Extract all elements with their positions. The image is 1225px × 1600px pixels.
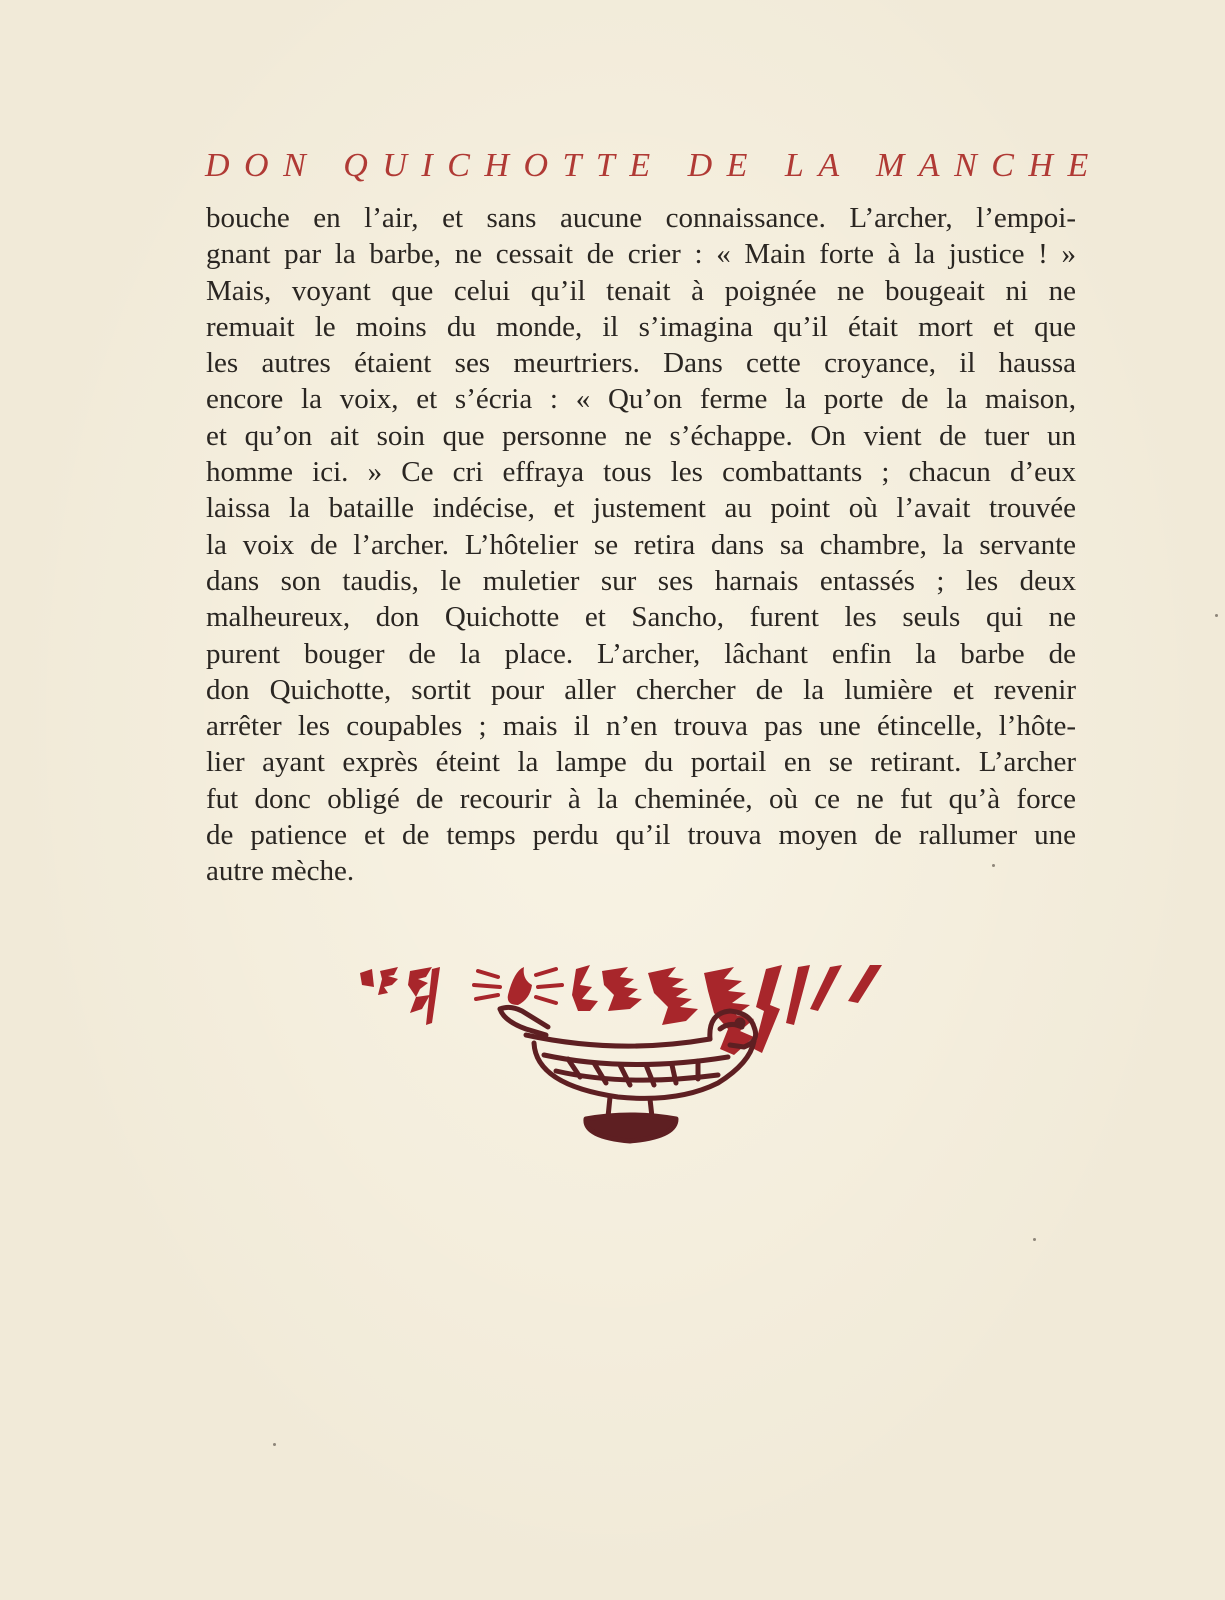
text-line: malheureux, don Quichotte et Sancho, furent les seuls qui ne: [206, 601, 1076, 634]
text-line: purent bouger de la place. L’archer, lâchant enfin la barbe de: [206, 637, 1076, 670]
text-line: remuait le moins du monde, il s’imagina qu’il était mort et que: [206, 310, 1076, 343]
text-line: fut donc obligé de recourir à la cheminée, où ce ne fut qu’à force: [206, 782, 1076, 815]
text-line: de patience et de temps perdu qu’il trouva moyen de rallumer une: [206, 819, 1076, 852]
oil-lamp-icon: [358, 965, 903, 1165]
text-line: arrêter les coupables ; mais il n’en trouva pas une étincelle, l’hôte-: [206, 710, 1076, 743]
text-line: encore la voix, et s’écria : « Qu’on ferme la porte de la maison,: [206, 383, 1076, 416]
text-line: lier ayant exprès éteint la lampe du portail en se retirant. L’archer: [206, 746, 1076, 779]
text-line: gnant par la barbe, ne cessait de crier : « Main forte à la justice ! »: [206, 238, 1076, 271]
paper-speck: [1215, 614, 1218, 617]
text-line: et qu’on ait soin que personne ne s’échappe. On vient de tuer un: [206, 419, 1076, 452]
text-line: bouche en l’air, et sans aucune connaissance. L’archer, l’empoi-: [206, 202, 1076, 234]
text-line: don Quichotte, sortit pour aller chercher de la lumière et revenir: [206, 673, 1076, 706]
text-line: Mais, voyant que celui qu’il tenait à poignée ne bougeait ni ne: [206, 274, 1076, 307]
text-line: les autres étaient ses meurtriers. Dans cette croyance, il haussa: [206, 347, 1076, 380]
text-line: homme ici. » Ce cri effraya tous les combattants ; chacun d’eux: [206, 456, 1076, 489]
text-line: laissa la bataille indécise, et justement au point où l’avait trouvée: [206, 492, 1076, 525]
paper-speck: [273, 1443, 276, 1446]
text-line: autre mèche.: [206, 855, 355, 888]
body-text: [206, 200, 1076, 890]
running-head: DON QUICHOTTE DE LA MANCHE: [205, 147, 1103, 184]
paper-speck: [1033, 1238, 1036, 1241]
text-line: dans son taudis, le muletier sur ses harnais entassés ; les deux: [206, 564, 1076, 597]
paper-speck: [992, 864, 995, 867]
text-line: la voix de l’archer. L’hôtelier se retira dans sa chambre, la servante: [206, 528, 1076, 561]
